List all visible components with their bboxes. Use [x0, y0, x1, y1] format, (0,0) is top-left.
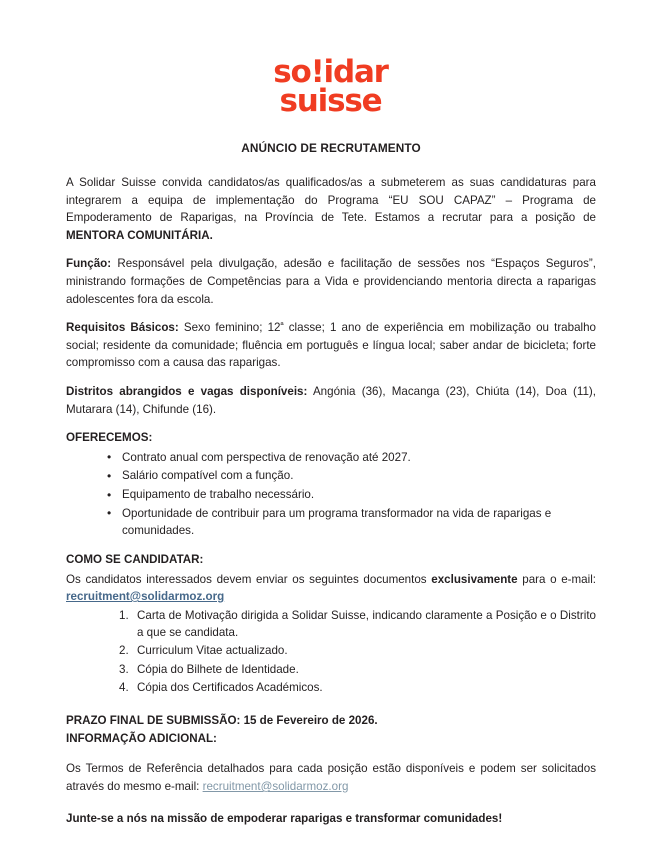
distritos-paragraph	[66, 383, 596, 418]
deadline-block	[66, 712, 596, 747]
requisitos-paragraph	[66, 319, 596, 372]
distritos-text: Angónia (36), Macanga (23), Chiúta (14), Doa (11), Mutarara (14), Chifunde (16).	[66, 385, 596, 416]
distritos-label: Distritos abrangidos e vagas disponíveis:	[66, 385, 308, 399]
candidatar-emphasis: exclusivamente	[431, 572, 518, 586]
document-body	[66, 140, 596, 827]
intro-text: A Solidar Suisse convida candidatos/as qualificados/as a submeterem as suas candidaturas para integrarem a equipa de implementação do Programa “EU SOU CAPAZ” – Programa de Empoderamento de Raparigas, na Província de Tete. Estamos a recrutar para a posição de	[66, 175, 596, 225]
logo-line-suisse: suisse	[279, 82, 382, 119]
closing-call-to-action: Junte-se a nós na missão de empoderar raparigas e transformar comunidades!	[66, 811, 503, 825]
intro-paragraph	[66, 174, 596, 244]
candidatar-heading: COMO SE CANDIDATAR:	[66, 552, 204, 566]
candidatar-instruction	[66, 571, 596, 606]
list-item: Curriculum Vitae actualizado.	[137, 644, 288, 658]
page-title: ANÚNCIO DE RECRUTAMENTO	[241, 141, 421, 155]
list-item	[119, 607, 596, 642]
ordinal-indicator: ª	[280, 319, 284, 330]
list-item: • Contrato anual com perspectiva de renovação até 2027.	[107, 449, 596, 467]
funcao-paragraph	[66, 255, 596, 308]
requisitos-text-after: classe; 1 ano de experiência em mobilização ou trabalho social; residente da comunidade; fluência em português e língua local; saber andar de bicicleta; forte compromisso com a causa das raparigas.	[66, 321, 597, 370]
requisitos-text-before: Sexo feminino; 12	[178, 321, 281, 335]
requisitos-label: Requisitos Básicos:	[66, 321, 179, 335]
oferecemos-list	[66, 449, 596, 540]
list-item: Cópia do Bilhete de Identidade.	[137, 662, 299, 676]
additional-info-text: Os Termos de Referência detalhados para cada posição estão disponíveis e podem ser solicitados através do mesmo e-mail:	[66, 762, 596, 794]
candidatar-text-part2: para o e-mail:	[517, 572, 596, 586]
list-item: Cópia dos Certificados Académicos.	[137, 680, 323, 694]
document-item-text: Carta de Motivação dirigida a Solidar Suisse, indicando claramente a Posição e o Distrito a que se candidata.	[137, 608, 596, 640]
required-documents-list	[66, 607, 596, 697]
funcao-text: Responsável pela divulgação, adesão e facilitação de sessões nos “Espaços Seguros”, ministrando formações de Competências para a Vida e providenciando mentoria directa a raparigas adolescentes fora da escola.	[66, 257, 596, 306]
intro-position: MENTORA COMUNITÁRIA.	[66, 228, 213, 242]
oferecemos-heading: OFERECEMOS:	[66, 431, 153, 445]
list-item: • Oportunidade de contribuir para um programa transformador na vida de raparigas e comunidades.	[107, 505, 596, 540]
list-item: • Equipamento de trabalho necessário.	[107, 486, 596, 504]
logo-line-solidar: so!idar	[273, 54, 388, 90]
additional-info-paragraph	[66, 760, 596, 795]
additional-info-heading: INFORMAÇÃO ADICIONAL:	[66, 731, 217, 745]
submission-deadline: PRAZO FINAL DE SUBMISSÃO: 15 de Fevereiro de 2026.	[66, 714, 378, 728]
email-link-primary[interactable]: recruitment@solidarmoz.org	[66, 590, 225, 604]
list-item: • Salário compatível com a função.	[107, 467, 596, 485]
funcao-label: Função:	[66, 257, 112, 271]
solidar-suisse-logo	[273, 54, 388, 119]
email-link-secondary[interactable]: recruitment@solidarmoz.org	[202, 780, 349, 794]
candidatar-text-part1: Os candidatos interessados devem enviar os seguintes documentos	[66, 572, 432, 586]
logo-block	[0, 0, 661, 119]
